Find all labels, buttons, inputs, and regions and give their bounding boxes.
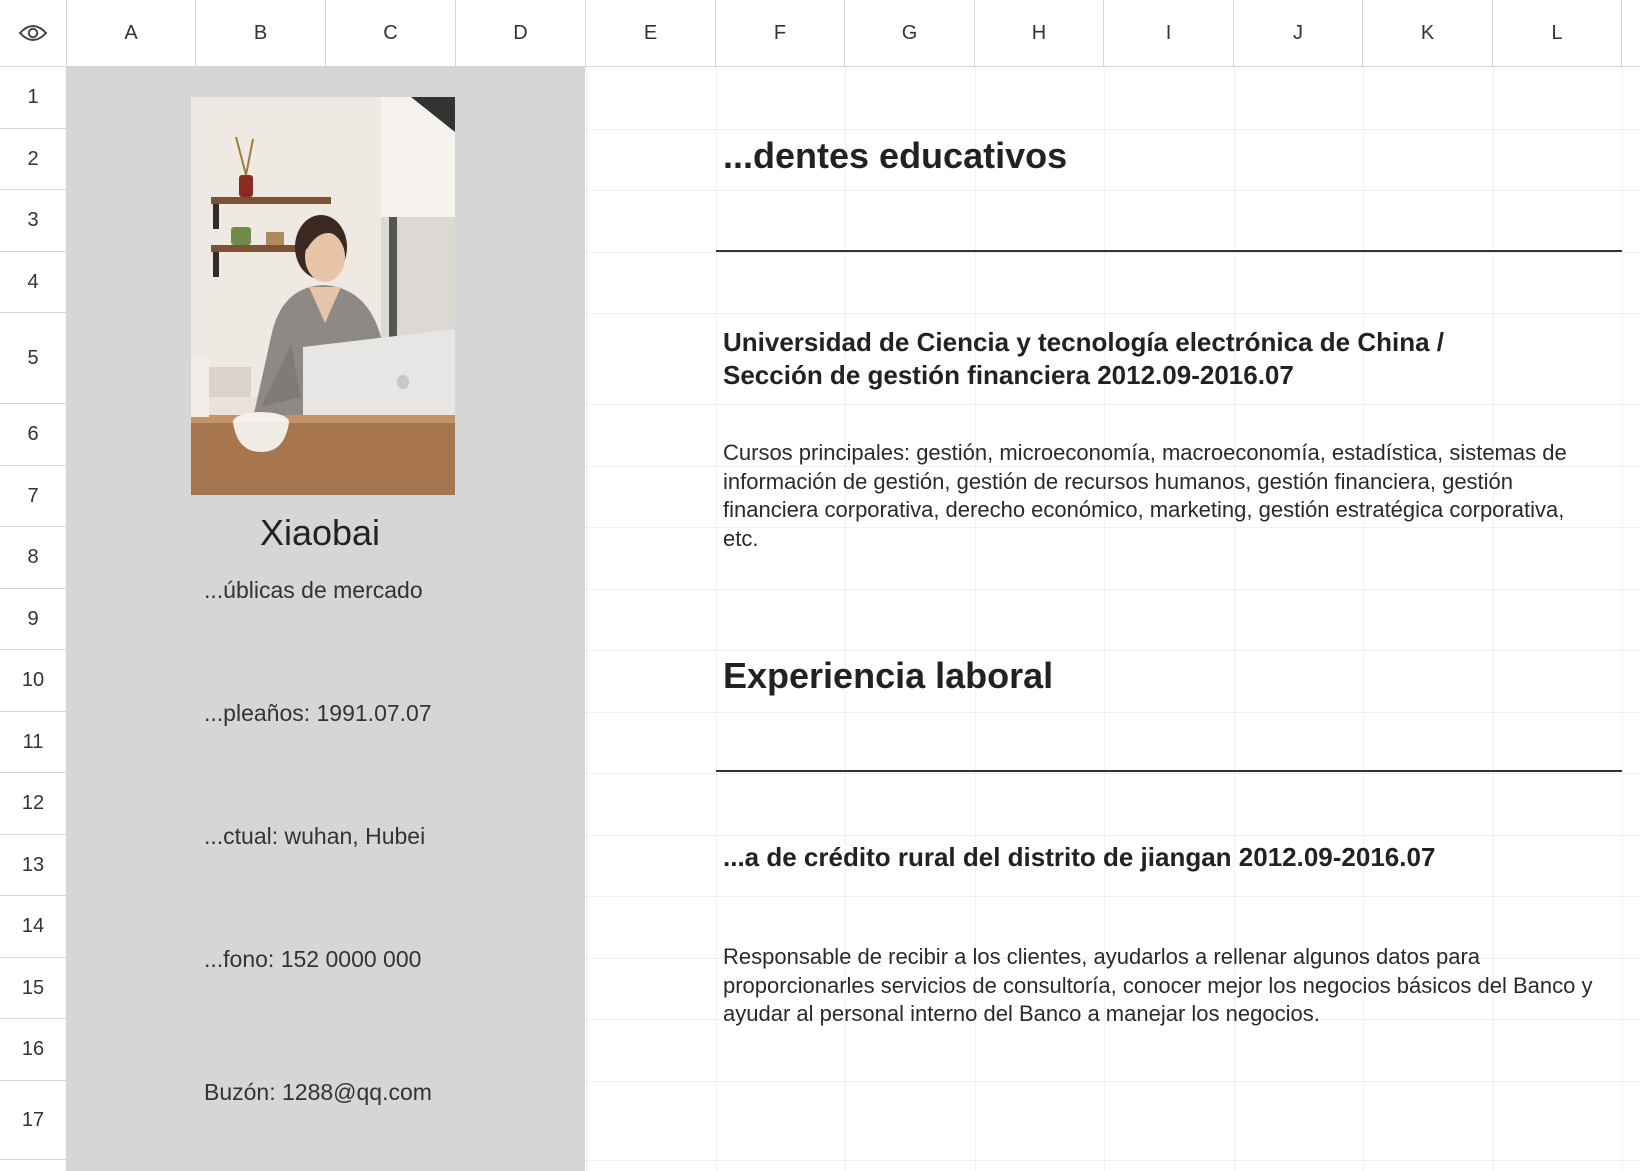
- row-header-14[interactable]: 14: [0, 896, 67, 958]
- column-header-overflow: [1622, 0, 1640, 67]
- experience-heading: Experiencia laboral: [723, 655, 1054, 696]
- row-header-7[interactable]: 7: [0, 466, 67, 527]
- profile-role: ...úblicas de mercado: [204, 577, 423, 603]
- row-header-2[interactable]: 2: [0, 129, 67, 190]
- column-header-f[interactable]: F: [716, 0, 845, 67]
- row-header-10[interactable]: 10: [0, 650, 67, 712]
- row-header-16[interactable]: 16: [0, 1019, 67, 1081]
- profile-name: Xiaobai: [259, 512, 381, 553]
- education-school-line2: Sección de gestión financiera 2012.09-2016.07: [723, 360, 1294, 390]
- profile-birthday: ...pleaños: 1991.07.07: [204, 700, 432, 726]
- education-heading: ...dentes educativos: [723, 135, 1068, 176]
- education-courses: Cursos principales: gestión, microeconomía, macroeconomía, estadística, sistemas de información de gestión, gestión de recursos humanos, gestión financiera, gestión financiera corporativa, derecho económico, marketing, gestión estratégica corporativa, etc.: [723, 440, 1567, 551]
- column-header-a[interactable]: A: [67, 0, 196, 67]
- column-header-b[interactable]: B: [196, 0, 326, 67]
- row-header-17[interactable]: 17: [0, 1081, 67, 1160]
- column-header-c[interactable]: C: [326, 0, 456, 67]
- profile-address: ...ctual: wuhan, Hubei: [204, 823, 426, 849]
- column-header-k[interactable]: K: [1363, 0, 1493, 67]
- row-header-6[interactable]: 6: [0, 404, 67, 466]
- row-header-4[interactable]: 4: [0, 252, 67, 313]
- column-header-j[interactable]: J: [1234, 0, 1363, 67]
- experience-description: Responsable de recibir a los clientes, ayudarlos a rellenar algunos datos para proporcionarles servicios de consultoría, conocer mejor los negocios básicos del Banco y ayudar al personal interno del Banco a manejar los negocios.: [723, 944, 1593, 1026]
- column-header-row: [0, 0, 1640, 67]
- profile-photo-illustration: [191, 97, 455, 495]
- experience-job-title: ...a de crédito rural del distrito de jiangan 2012.09-2016.07: [723, 842, 1436, 872]
- row-header-5[interactable]: 5: [0, 313, 67, 404]
- column-header-g[interactable]: G: [845, 0, 975, 67]
- profile-phone: ...fono: 152 0000 000: [204, 946, 422, 972]
- row-header-8[interactable]: 8: [0, 527, 67, 589]
- row-header-9[interactable]: 9: [0, 589, 67, 650]
- toggle-visibility-button[interactable]: [0, 0, 67, 67]
- row-header-11[interactable]: 11: [0, 712, 67, 773]
- column-header-l[interactable]: L: [1493, 0, 1622, 67]
- row-header-3[interactable]: 3: [0, 190, 67, 252]
- cell-grid[interactable]: [67, 67, 1640, 1171]
- profile-email: Buzón: 1288@qq.com: [204, 1079, 432, 1105]
- row-header-13[interactable]: 13: [0, 835, 67, 896]
- row-header-15[interactable]: 15: [0, 958, 67, 1019]
- experience-divider: [716, 770, 1622, 772]
- education-divider: [716, 250, 1622, 252]
- row-header-1[interactable]: 1: [0, 67, 67, 129]
- column-header-e[interactable]: E: [586, 0, 716, 67]
- column-header-d[interactable]: D: [456, 0, 586, 67]
- column-header-h[interactable]: H: [975, 0, 1104, 67]
- row-header-overflow: [0, 1160, 67, 1171]
- row-header-12[interactable]: 12: [0, 773, 67, 835]
- column-header-i[interactable]: I: [1104, 0, 1234, 67]
- profile-sidebar: [67, 67, 585, 1171]
- profile-photo[interactable]: [191, 97, 455, 495]
- eye-icon: [18, 23, 48, 43]
- education-school-line1: Universidad de Ciencia y tecnología electrónica de China /: [723, 327, 1444, 357]
